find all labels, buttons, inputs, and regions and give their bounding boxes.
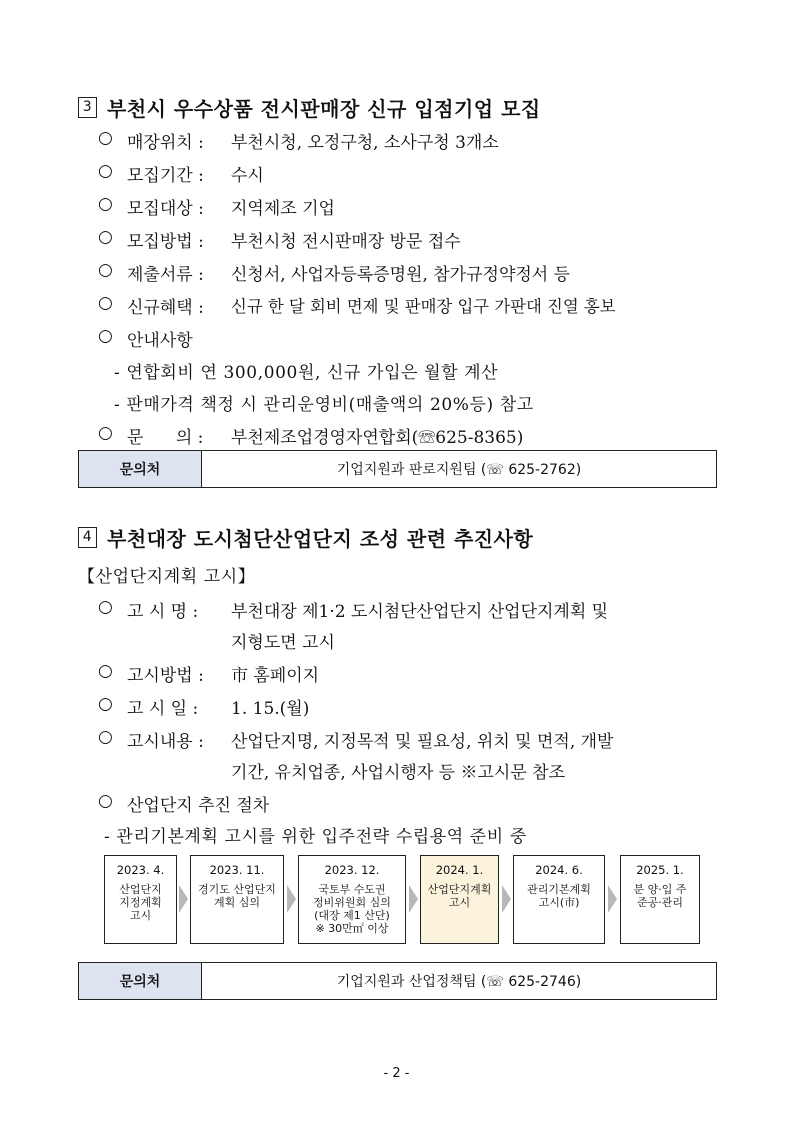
- item-label: 문 의 :: [127, 428, 204, 448]
- contact-value: 기업지원과 판로지원팀 (☏ 625-2762): [336, 462, 582, 478]
- circle-bullet-icon: ○: [98, 260, 113, 280]
- circle-bullet-icon: ○: [98, 128, 113, 148]
- contact-key: 문의처: [79, 451, 202, 487]
- section-number: 3: [78, 97, 97, 118]
- flow-step-text: 관리기본계획 고시(市): [527, 883, 591, 909]
- flow-step: [513, 855, 605, 944]
- circle-bullet-icon: ○: [98, 727, 113, 747]
- item-label: 모집방법 :: [127, 232, 204, 252]
- flow-step-date: 2025. 1.: [636, 863, 684, 877]
- flow-step-text: 국토부 수도권 정비위원회 심의 (대장 제1 산단) ※ 30만㎡ 이상: [313, 883, 391, 935]
- flow-step-date: 2023. 12.: [324, 863, 380, 877]
- item-label: 고시내용 :: [127, 732, 204, 752]
- item-value: 부천시청, 오정구청, 소사구청 3개소: [231, 133, 499, 153]
- flow-step: [620, 855, 700, 944]
- flow-step-date: 2024. 1.: [435, 863, 484, 877]
- item-label: 매장위치 :: [127, 133, 204, 153]
- item-label: 신규혜택 :: [127, 298, 204, 318]
- flow-step: [190, 855, 284, 944]
- item-label: 제출서류 :: [127, 265, 204, 285]
- section-title-text: 부천대장 도시첨단산업단지 조성 관련 추진사항: [107, 527, 534, 551]
- circle-bullet-icon: ○: [98, 326, 113, 346]
- sub-item: - 연합회비 연 300,000원, 신규 가입은 월할 계산: [114, 363, 499, 383]
- flow-step-text: 산업단지 지정계획 고시: [119, 883, 162, 922]
- arrow-right-icon: [608, 885, 617, 913]
- flow-step-current: [420, 855, 499, 944]
- flow-step-date: 2023. 11.: [209, 863, 265, 877]
- flow-step: [104, 855, 177, 944]
- item-value: 부천제조업경영자연합회(☏625-8365): [231, 428, 524, 448]
- item-value: 지역제조 기업: [231, 199, 335, 219]
- circle-bullet-icon: ○: [98, 597, 113, 617]
- section-number: 4: [78, 527, 97, 548]
- flow-step-date: 2023. 4.: [116, 863, 165, 877]
- section-title-text: 부천시 우수상품 전시판매장 신규 입점기업 모집: [107, 97, 541, 121]
- circle-bullet-icon: ○: [98, 694, 113, 714]
- item-value: 부천시청 전시판매장 방문 접수: [231, 232, 461, 252]
- circle-bullet-icon: ○: [98, 423, 113, 443]
- arrow-right-icon: [409, 885, 418, 913]
- item-label: 안내사항: [127, 331, 193, 351]
- item-value: 1. 15.(월): [231, 699, 310, 719]
- flow-step: [298, 855, 406, 944]
- circle-bullet-icon: ○: [98, 791, 113, 811]
- item-label: 모집대상 :: [127, 199, 204, 219]
- circle-bullet-icon: ○: [98, 227, 113, 247]
- contact-key: 문의처: [79, 963, 202, 999]
- flow-step-text: 산업단지계획 고시: [427, 883, 492, 909]
- contact-value: 기업지원과 산업정책팀 (☏ 625-2746): [336, 974, 582, 990]
- section-3-title: [78, 93, 541, 122]
- item-label: 산업단지 추진 절차: [127, 796, 270, 816]
- sub-item: - 판매가격 책정 시 관리운영비(매출액의 20%등) 참고: [114, 395, 534, 415]
- circle-bullet-icon: ○: [98, 661, 113, 681]
- arrow-right-icon: [179, 885, 188, 913]
- item-value-cont: 지형도면 고시: [231, 633, 335, 653]
- item-label: 고 시 명 :: [127, 602, 199, 622]
- item-value: 신규 한 달 회비 면제 및 판매장 입구 가판대 진열 홍보: [231, 297, 616, 316]
- item-value: 산업단지명, 지정목적 및 필요성, 위치 및 면적, 개발: [231, 732, 614, 752]
- arrow-right-icon: [287, 885, 296, 913]
- item-value: 부천대장 제1·2 도시첨단산업단지 산업단지계획 및: [231, 602, 609, 622]
- arrow-right-icon: [502, 885, 511, 913]
- item-value-cont: 기간, 유치업종, 사업시행자 등 ※고시문 참조: [231, 763, 566, 783]
- item-value: 수시: [231, 166, 264, 186]
- flow-step-text: 분 양·입 주 준공·관리: [633, 883, 687, 909]
- circle-bullet-icon: ○: [98, 161, 113, 181]
- circle-bullet-icon: ○: [98, 293, 113, 313]
- item-label: 고시방법 :: [127, 666, 204, 686]
- item-label: 모집기간 :: [127, 166, 204, 186]
- contact-box: [78, 962, 717, 1000]
- item-value: 신청서, 사업자등록증명원, 참가규정약정서 등: [231, 265, 571, 285]
- contact-box: [78, 450, 717, 488]
- bracket-heading: 【산업단지계획 고시】: [78, 567, 256, 587]
- flow-step-text: 경기도 산업단지 계획 심의: [198, 883, 276, 909]
- page-number: - 2 -: [383, 1066, 410, 1081]
- circle-bullet-icon: ○: [98, 194, 113, 214]
- item-value: 市 홈페이지: [231, 666, 320, 686]
- section-4-title: [78, 523, 533, 552]
- item-label: 고 시 일 :: [127, 699, 199, 719]
- sub-item: - 관리기본계획 고시를 위한 입주전략 수립용역 준비 중: [104, 827, 527, 847]
- flow-step-date: 2024. 6.: [535, 863, 583, 877]
